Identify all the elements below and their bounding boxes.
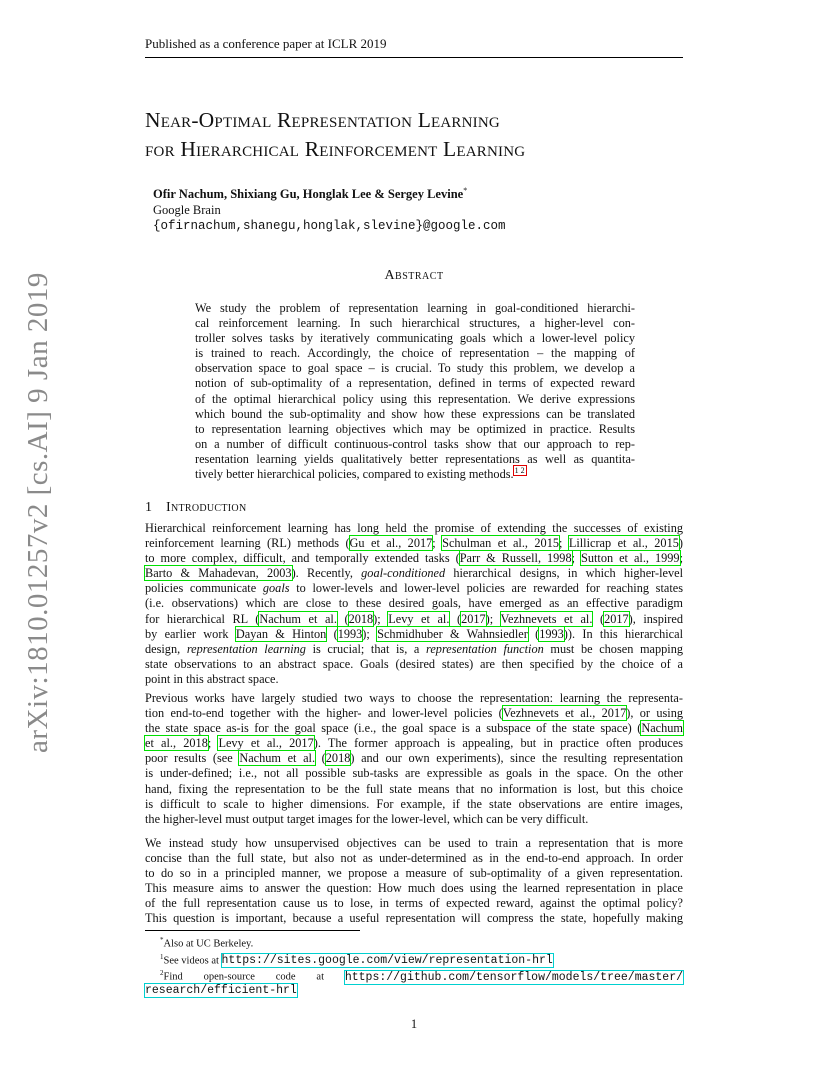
abstract-heading: Abstract xyxy=(384,268,444,283)
citation-link[interactable]: Nachum et al. xyxy=(239,751,316,766)
intro-paragraph-2: Previous works have largely studied two ways to choose the representation: learning the representa- tion end-to-end together with the higher- and lower-level policies (Vezhnevets et al., 2017), or using the state space as-is for the goal space (i.e., the goal space is a subspace of the state space) (Nachum et al., 2018; Levy et al., 2017). The former approach is appealing, but in practice often produces poor results (see Nachum et al. (2018) and our own experiments), since the resulting representation is under-defined; i.e., not all possible sub-tasks are expressible as goals in the space. On the other hand, fixing the representation to be the full state means that no information is lost, but this choice is difficult to scale to higher dimensions. For example, if the state observations are entire images, the higher-level must output target images for the lower-level, which can be very difficult. xyxy=(145,691,683,826)
citation-link[interactable]: 2018 xyxy=(325,751,351,766)
author-affiliation: Google Brain xyxy=(153,203,221,218)
citation-link[interactable]: Levy et al., 2017 xyxy=(218,736,314,751)
intro-paragraph-1: Hierarchical reinforcement learning has long held the promise of extending the successes of existing reinforcement learning (RL) methods (Gu et al., 2017; Schulman et al., 2015; Lillicrap et al., 2015) to more complex, difficult, and temporally extended tasks (Parr & Russell, 1998; Sutton et al., 1999; Barto & Mahadevan, 2003). Recently, goal-conditioned hierarchical designs, in which higher-level policies communicate goals to lower-levels and lower-level policies are rewarded for reaching states (i.e. observations) which are close to these desired goals, have emerged as an effective paradigm for hierarchical RL (Nachum et al. (2018); Levy et al. (2017); Vezhnevets et al. (2017), inspired by earlier work Dayan & Hinton (1993); Schmidhuber & Wahnsiedler (1993)). In this hierarchical design, representation learning is crucial; that is, a representation function must be chosen mapping state observations to an abstract space. Goals (desired states) are then specified by the choice of a point in this abstract space. xyxy=(145,521,684,686)
footnote-0: *Also at UC Berkeley. xyxy=(160,936,254,950)
abstract-line: of the optimal hierarchical policy using this representation. We derive expressions xyxy=(195,391,635,406)
citation-link[interactable]: Schmidhuber & Wahnsiedler xyxy=(377,626,528,641)
abstract-last-line: tively better hierarchical policies, compared to existing methods.$^{1 2}$ xyxy=(195,465,525,482)
citation-link[interactable]: Nachum xyxy=(641,721,683,736)
citation-link[interactable]: 2018 xyxy=(348,611,374,626)
author-block xyxy=(153,183,506,234)
abstract-line: cal reinforcement learning. In such hierarchical structures, a higher-level con- xyxy=(195,316,635,331)
citation-link[interactable]: Levy et al. xyxy=(388,611,450,626)
title-line-2: for Hierarchical Reinforcement Learning xyxy=(145,137,526,161)
abstract-line: to representation learning objectives which may be optimized in practice. Results xyxy=(195,421,635,436)
arxiv-stamp: arXiv:1810.01257v2 [cs.AI] 9 Jan 2019 xyxy=(22,272,54,753)
footnote-url-link[interactable]: https://sites.google.com/view/representation-hrl xyxy=(221,954,553,968)
abstract-line: on a number of difficult continuous-control tasks show that our approach to rep- xyxy=(195,436,635,451)
citation-link[interactable]: Nachum et al. xyxy=(259,611,337,626)
header-text: Published as a conference paper at ICLR 2019 xyxy=(145,36,387,51)
abstract-line: notion of sub-optimality of a representation, defined in terms of expected reward xyxy=(195,376,635,391)
citation-link[interactable]: 1993 xyxy=(337,626,363,641)
page-number: 1 xyxy=(410,1017,418,1031)
footnote-url-link[interactable]: research/efficient-hrl xyxy=(145,984,297,998)
citation-link[interactable]: Vezhnevets et al., 2017 xyxy=(502,706,627,721)
abstract-line: troller solves tasks by iteratively communicating goals which a lower-level policy xyxy=(195,331,635,346)
abstract-body xyxy=(195,301,635,482)
author-emails: {ofirnachum,shanegu,honglak,slevine}@google.com xyxy=(153,219,506,234)
abstract-line: which bound the sub-optimality and show how these expressions can be translated xyxy=(195,406,635,421)
footnote-2: $^2$Find open-source code at https://github.com/tensorflow/models/tree/master/ xyxy=(160,969,683,984)
footnote-ref-link[interactable]: 1 2 xyxy=(514,465,525,475)
title-line-1: Near-Optimal Representation Learning xyxy=(145,108,500,132)
citation-link[interactable]: 2017 xyxy=(604,611,629,626)
citation-link[interactable]: Schulman et al., 2015 xyxy=(442,536,559,551)
section-heading xyxy=(145,500,246,516)
footnotes xyxy=(145,934,683,997)
footnote-rule xyxy=(145,930,360,931)
citation-link[interactable]: Sutton et al., 1999 xyxy=(581,551,680,566)
abstract-line: is trained to reach. Accordingly, the choice of representation – the mapping of xyxy=(195,346,635,361)
citation-link[interactable]: Dayan & Hinton xyxy=(235,626,327,641)
section-number: 1 xyxy=(145,500,152,515)
citation-link[interactable]: 1993 xyxy=(539,626,564,641)
abstract-line: We study the problem of representation learning in goal-conditioned hierarchi- xyxy=(195,301,635,315)
citation-link[interactable]: Parr & Russell, 1998 xyxy=(459,551,572,566)
citation-link[interactable]: et al., 2018 xyxy=(145,736,208,751)
running-header xyxy=(145,36,683,58)
intro-paragraph-3: We instead study how unsupervised objectives can be used to train a representation that is more concise than the full state, but also not as under-determined as in the end-to-end approach. In order to do so in a principled manner, we propose a measure of sub-optimality of a given representation. This measure aims to answer the question: How much does using the learned representation in place of the full representation cause us to lose, in terms of expected reward, against the optimal policy? This question is important, because a useful representation will compress the state, hopefully making xyxy=(145,836,683,926)
citation-link[interactable]: Barto & Mahadevan, 2003 xyxy=(145,566,292,581)
author-footnote-mark: * xyxy=(463,186,468,195)
header-rule xyxy=(145,57,683,58)
paper-title xyxy=(145,106,705,164)
footnote-url-link[interactable]: https://github.com/tensorflow/models/tree/master/ xyxy=(344,970,683,984)
citation-link[interactable]: Gu et al., 2017 xyxy=(349,536,433,551)
abstract-line: observation space to goal space – is crucial. To study this problem, we develop a xyxy=(195,361,635,376)
author-names: Ofir Nachum, Shixiang Gu, Honglak Lee & Sergey Levine xyxy=(153,187,464,202)
abstract-line: resentation learning yields qualitatively better representations as well as quantita- xyxy=(195,451,635,466)
citation-link[interactable]: 2017 xyxy=(461,611,486,626)
citation-link[interactable]: Vezhnevets et al. xyxy=(500,611,593,626)
footnote-1: $^1$See videos at https://sites.google.com/view/representation-hrl xyxy=(160,952,553,968)
section-title: Introduction xyxy=(166,500,247,515)
citation-link[interactable]: Lillicrap et al., 2015 xyxy=(568,536,679,551)
